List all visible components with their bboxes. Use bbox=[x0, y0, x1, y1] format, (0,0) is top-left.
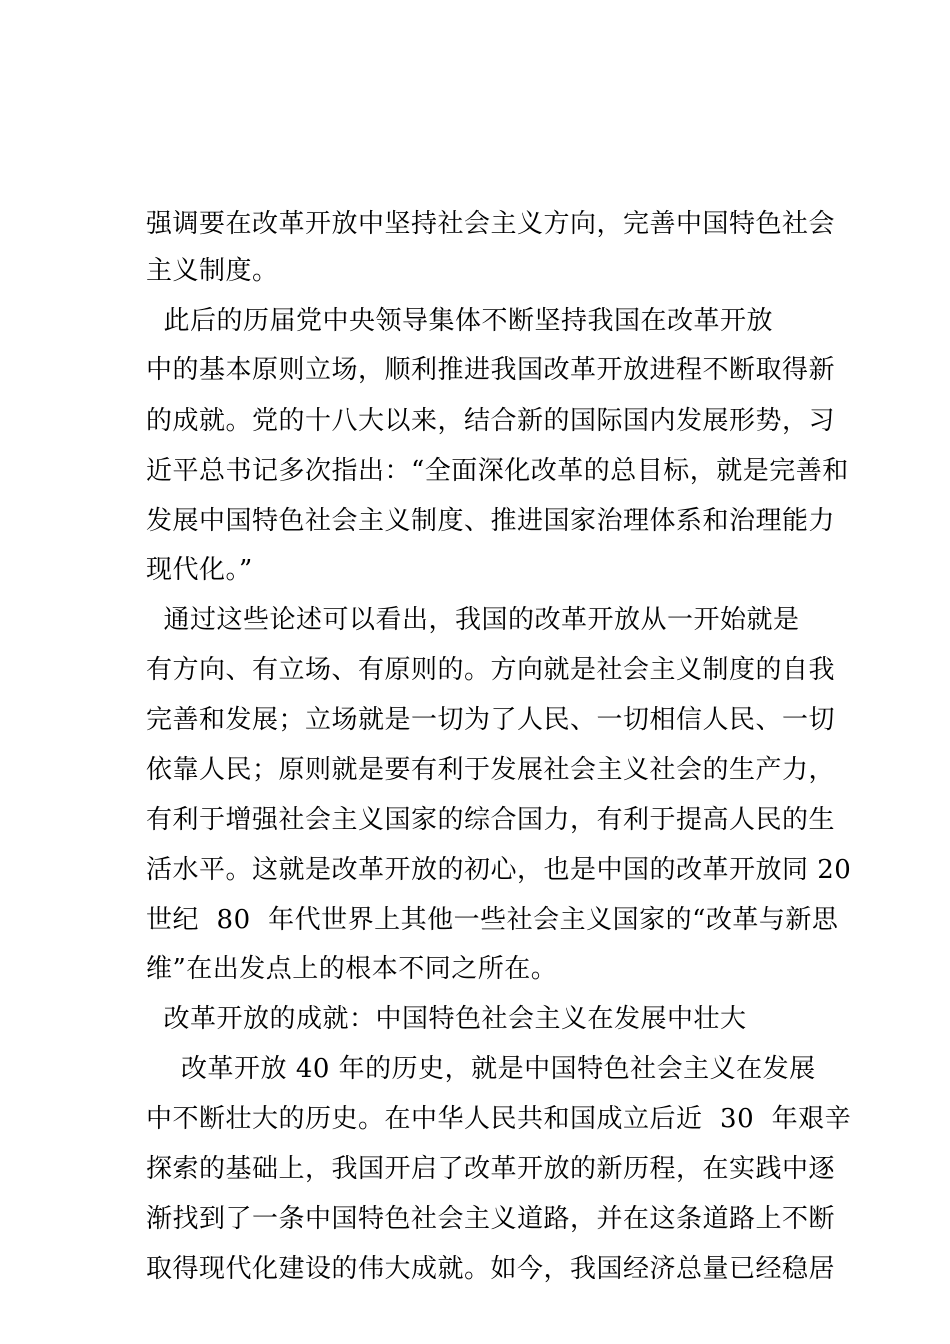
text-line: 现代化。” bbox=[146, 555, 253, 585]
text-line: 渐找到了一条中国特色社会主义道路，并在这条道路上不断 bbox=[146, 1204, 836, 1234]
text-line: 中不断壮大的历史。在中华人民共和国成立后近 30 年艰辛 bbox=[146, 1104, 852, 1134]
text-line: 有利于增强社会主义国家的综合国力，有利于提高人民的生 bbox=[146, 805, 836, 835]
section-heading: 改革开放的成就：中国特色社会主义在发展中壮大 bbox=[146, 1004, 747, 1034]
text-line: 发展中国特色社会主义制度、推进国家治理体系和治理能力 bbox=[146, 506, 836, 536]
text-line: 此后的历届党中央领导集体不断坚持我国在改革开放 bbox=[146, 306, 774, 336]
text-line: 依靠人民；原则就是要有利于发展社会主义社会的生产力， bbox=[146, 755, 836, 785]
text-line: 中的基本原则立场，顺利推进我国改革开放进程不断取得新 bbox=[146, 355, 836, 385]
text-line: 世纪 80 年代世界上其他一些社会主义国家的“改革与新思 bbox=[146, 905, 839, 935]
text-line: 活水平。这就是改革开放的初心，也是中国的改革开放同 20 bbox=[146, 855, 852, 885]
text-line: 取得现代化建设的伟大成就。如今，我国经济总量已经稳居 bbox=[146, 1254, 836, 1284]
text-line: 通过这些论述可以看出，我国的改革开放从一开始就是 bbox=[146, 605, 800, 635]
text-line: 有方向、有立场、有原则的。方向就是社会主义制度的自我 bbox=[146, 655, 836, 685]
text-line: 主义制度。 bbox=[146, 256, 279, 286]
text-line: 的成就。党的十八大以来，结合新的国际国内发展形势，习 bbox=[146, 406, 836, 436]
text-line: 维”在出发点上的根本不同之所在。 bbox=[146, 954, 558, 984]
text-line: 探索的基础上，我国开启了改革开放的新历程，在实践中逐 bbox=[146, 1154, 836, 1184]
text-line: 完善和发展；立场就是一切为了人民、一切相信人民、一切 bbox=[146, 705, 836, 735]
text-line: 强调要在改革开放中坚持社会主义方向，完善中国特色社会 bbox=[146, 209, 836, 239]
text-line: 改革开放 40 年的历史，就是中国特色社会主义在发展 bbox=[146, 1054, 816, 1084]
text-line: 近平总书记多次指出：“全面深化改革的总目标，就是完善和 bbox=[146, 456, 849, 486]
